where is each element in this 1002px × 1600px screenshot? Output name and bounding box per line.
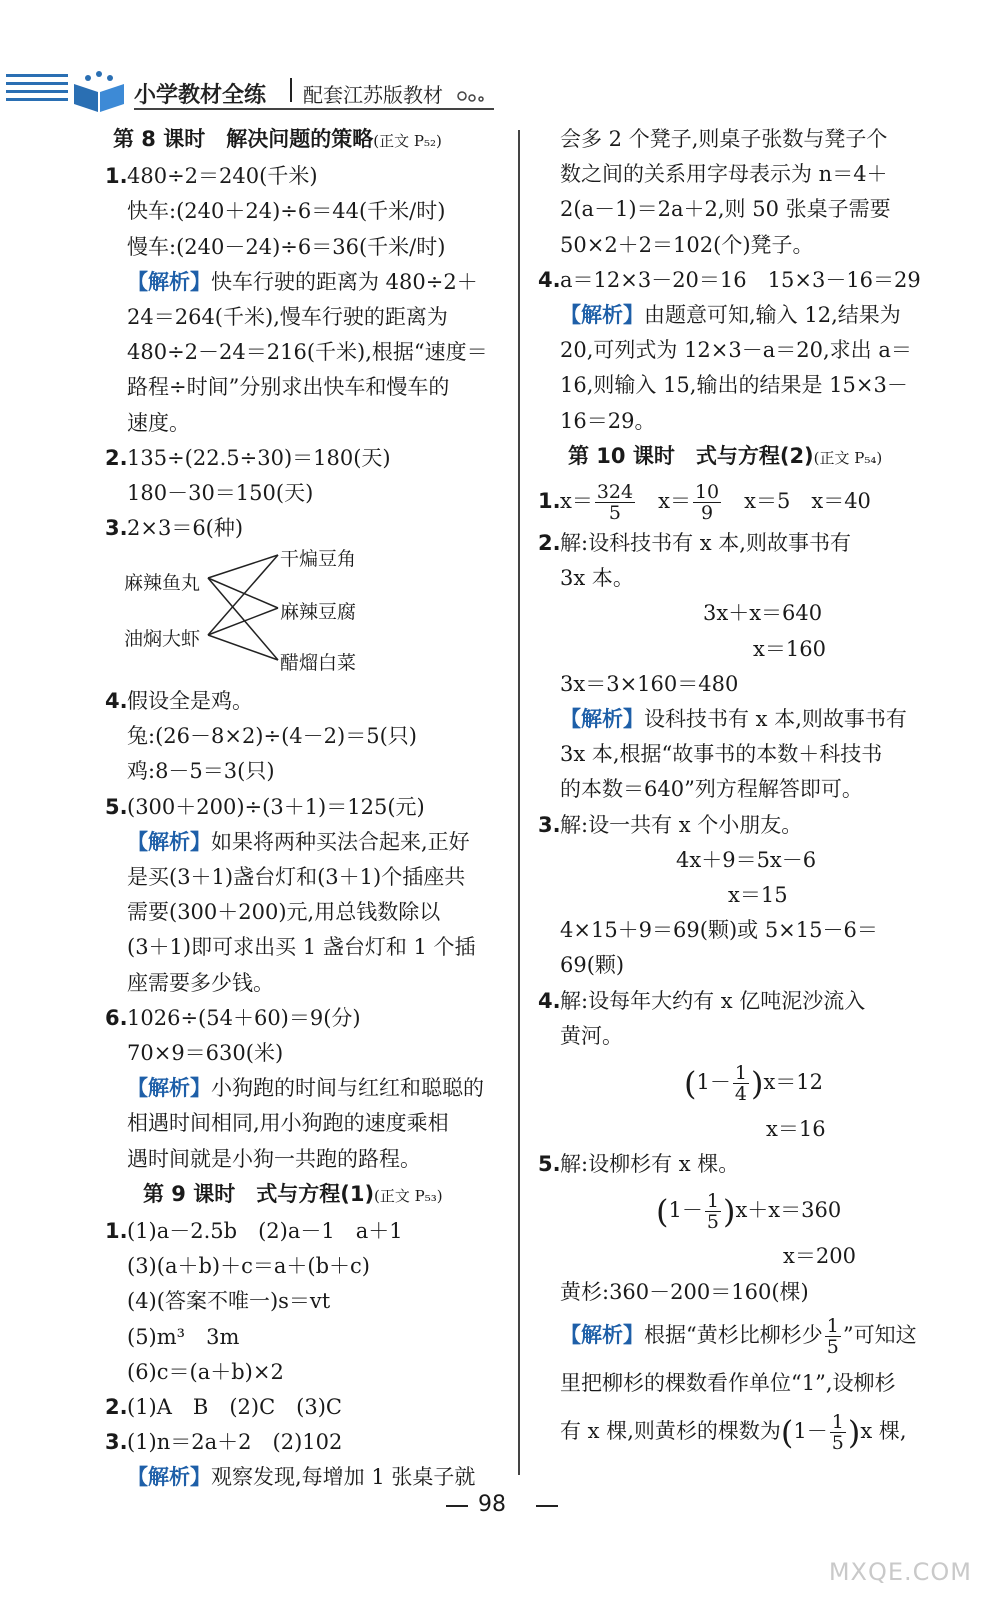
column-divider [518,130,520,1475]
answer-line: 黄河。 [560,1023,623,1048]
header-rule [6,98,68,101]
header-underline [134,108,494,110]
watermark [802,1508,972,1588]
answer-line: (4)(答案不唯一)s＝vt [127,1289,331,1314]
answer-3: 3.2×3＝6(种) [105,516,244,541]
header-rule [6,74,68,77]
answer-5: 5.解:设柳杉有 x 棵。 [538,1151,740,1176]
analysis: 【解析】设科技书有 x 本,则故事书有 [560,707,907,732]
equation: x＝200 [783,1244,856,1269]
book-logo-icon [70,70,128,114]
analysis-line: 会多 2 个凳子,则桌子张数与凳子个 [560,127,888,151]
answer-line: 3x 本。 [560,566,634,591]
answer-1: 1.x＝ $\frac{324}{5}$ x＝ $\frac{10}{9}$ x＝5 x＝40 [538,481,871,525]
answer-line: (3)(a＋b)＋c＝a＋(b＋c) [127,1254,370,1279]
fraction: $\frac{10}{9}$ [694,481,720,525]
answer-line: 慢车:(240－24)÷6＝36(千米/时) [127,234,446,259]
equation: x＝15 [728,883,788,908]
answer-line: 快车:(240＋24)÷6＝44(千米/时) [127,199,446,224]
analysis-line: 24＝264(千米),慢车行驶的距离为 [127,305,448,330]
answer-2: 2.135÷(22.5÷30)＝180(天) [105,445,391,470]
brand-title: 小学教材全练 [134,83,267,108]
answer-1: 1.(1)a－2.5b (2)a－1 a＋1 [105,1219,403,1244]
tree-label: 麻辣鱼丸 [124,572,201,594]
fraction: $\frac{1}{5}$ [706,1189,719,1233]
left-column-lower [105,684,515,1496]
analysis-line: 16＝29。 [560,408,656,433]
answer-3: 3.(1)n＝2a＋2 (2)102 [105,1430,343,1455]
analysis-line: 里把柳杉的棵数看作单位“1”,设柳杉 [560,1370,896,1395]
answer-3: 3.解:设一共有 x 个小朋友。 [538,812,803,837]
equation: x＝16 [766,1116,826,1141]
tree-label: 醋熘白菜 [280,652,357,674]
answer-4: 4.假设全是鸡。 [105,689,253,713]
answer-line: 黄杉:360－200＝160(棵) [560,1279,809,1304]
fraction: $\frac{1}{5}$ [831,1410,844,1454]
answer-line: 180－30＝150(天) [127,481,314,506]
answer-1: 1.480÷2＝240(千米) [105,164,318,189]
page-number: 98 [478,1492,506,1517]
lesson-10-heading: 第 10 课时 式与方程(2)(正文 P₅₄) [568,443,883,468]
tree-label: 油焖大虾 [124,628,201,650]
analysis-line: 50×2＋2＝102(个)凳子。 [560,232,814,257]
answer-line: 鸡:8－5＝3(只) [127,759,275,784]
analysis-line: 是买(3＋1)盏台灯和(3＋1)个插座共 [127,865,466,890]
answer-5: 5.(300＋200)÷(3＋1)＝125(元) [105,794,425,819]
analysis-line: 数之间的关系用字母表示为 n＝4＋ [560,162,888,187]
analysis: 【解析】如果将两种买法合起来,正好 [127,829,470,854]
watermark-text: MXQE.COM [828,1558,972,1586]
footer-dash [446,1505,468,1507]
analysis: 【解析】由题意可知,输入 12,结果为 [560,303,901,328]
analysis-line: 16,则输入 15,输出的结果是 15×3－ [560,373,908,398]
analysis-line: 3x 本,根据“故事书的本数＋科技书 [560,742,883,767]
analysis: 【解析】观察发现,每增加 1 张桌子就 [127,1465,476,1490]
decor-dots-icon [456,84,486,106]
tree-label: 干煸豆角 [280,548,357,570]
answer-line: 4×15＋9＝69(颗)或 5×15－6＝ [560,918,878,943]
analysis: 【解析】小狗跑的时间与红红和聪聪的 [127,1076,484,1101]
analysis-line: (3＋1)即可求出买 1 盏台灯和 1 个插 [127,935,476,960]
fraction: $\frac{324}{5}$ [596,481,634,525]
equation: 4x＋9＝5x－6 [676,847,817,872]
analysis-line: 20,可列式为 12×3－a＝20,求出 a＝ [560,338,912,363]
analysis: 【解析】快车行驶的距离为 480÷2＋ [127,269,478,294]
header-separator [290,78,292,102]
analysis-line: 相遇时间相同,用小狗跑的速度乘相 [127,1111,449,1136]
analysis-line: 的本数＝640”列方程解答即可。 [560,777,863,802]
answer-line: 3x＝3×160＝480 [560,671,739,696]
analysis: 【解析】根据“黄杉比柳杉少 $\frac{1}{5}$ ”可知这 [560,1314,917,1358]
left-column [105,122,515,546]
right-column [538,122,958,1457]
answer-4: 4.a＝12×3－20＝16 15×3－16＝29 [538,267,921,292]
analysis-line: 2(a－1)＝2a＋2,则 50 张桌子需要 [560,197,891,222]
answer-line: (6)c＝(a＋b)×2 [127,1359,284,1384]
equation: (1－ $\frac{1}{5}$ )x＋x＝360 [656,1189,842,1233]
answer-4: 4.解:设每年大约有 x 亿吨泥沙流入 [538,988,866,1013]
answer-2: 2.解:设科技书有 x 本,则故事书有 [538,531,851,556]
header-rule [6,82,68,85]
analysis-line: 速度。 [127,410,190,435]
analysis-line: 座需要多少钱。 [127,970,274,995]
equation: 3x＋x＝640 [703,601,823,626]
answer-line: 69(颗) [560,953,625,978]
equation: (1－ $\frac{1}{4}$ )x＝12 [684,1062,824,1106]
analysis-line: 需要(300＋200)元,用总钱数除以 [127,900,441,925]
footer-dash [536,1505,558,1507]
analysis-line: 遇时间就是小狗一共跑的路程。 [127,1146,421,1171]
analysis-line: 有 x 棵,则黄杉的棵数为(1－ $\frac{1}{5}$ )x 棵, [560,1410,907,1454]
answer-line: 70×9＝630(米) [127,1041,284,1066]
answer-2: 2.(1)A B (2)C (3)C [105,1395,342,1420]
answer-line: 兔:(26－8×2)÷(4－2)＝5(只) [127,724,417,749]
lesson-9-heading: 第 9 课时 式与方程(1)(正文 P₅₃) [143,1181,443,1206]
analysis-line: 路程÷时间”分别求出快车和慢车的 [127,375,450,400]
lesson-8-heading: 第 8 课时 解决问题的策略(正文 P₅₂) [113,127,442,151]
fraction: $\frac{1}{4}$ [734,1062,747,1106]
analysis-line: 480÷2－24＝216(千米),根据“速度＝ [127,340,488,365]
series-title: 配套江苏版教材 [303,83,443,107]
answer-line: (5)m³ 3m [127,1324,240,1349]
header-rule [6,90,68,93]
answer-6: 6.1026÷(54＋60)＝9(分) [105,1005,361,1030]
tree-label: 麻辣豆腐 [280,601,357,623]
equation: x＝160 [753,636,826,661]
combination-tree-diagram [120,540,380,680]
fraction: $\frac{1}{5}$ [826,1314,839,1358]
